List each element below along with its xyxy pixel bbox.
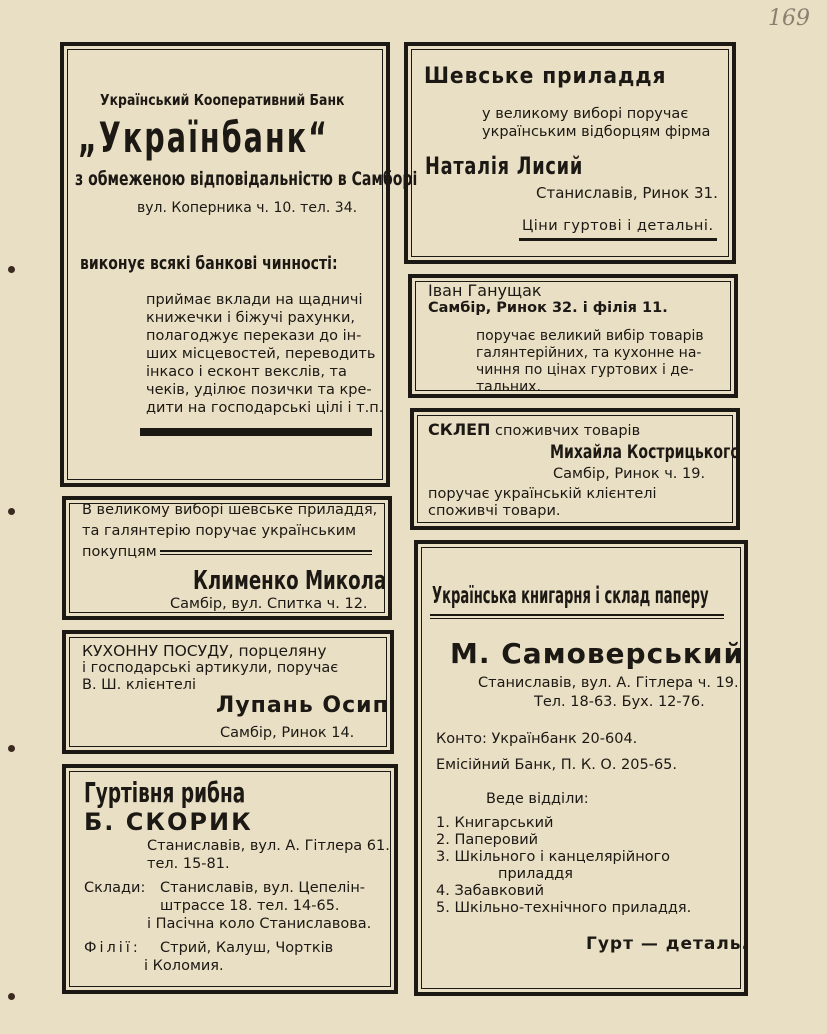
- bookstore-title-rule: [430, 614, 724, 619]
- shoe-address: Станиславів, Ринок 31.: [536, 184, 718, 202]
- bank-body-line: дити на господарські цілі і т.п.: [146, 400, 384, 416]
- klymenko-name-text: Клименко Микола: [193, 566, 387, 596]
- klymenko-line3: покупцям: [82, 544, 157, 560]
- binder-hole: [8, 745, 15, 752]
- bank-body-line: приймає вклади на щадничі: [146, 292, 363, 308]
- shoe-line2: українським відборцям фірма: [482, 124, 711, 140]
- store-address: Самбір, Ринок ч. 19.: [553, 466, 706, 482]
- skoryk-title: [84, 776, 328, 809]
- bank-name: [78, 113, 447, 162]
- klymenko-line1: В великому виборі шевське приладдя,: [82, 502, 378, 518]
- department-item: 1. Книгарський: [436, 815, 554, 831]
- skoryk-stores1: Станиславів, вул. Цепелін-: [160, 880, 366, 896]
- store-title-bold: СКЛЕП: [428, 420, 491, 439]
- skoryk-title-text: Гуртівня рибна: [84, 776, 246, 809]
- skoryk-stores3: і Пасічна коло Станиславова.: [147, 916, 372, 932]
- skoryk-branches2: і Коломия.: [144, 958, 224, 974]
- ivan-address: Самбір, Ринок 32. і філія 11.: [428, 300, 668, 316]
- bank-line1-text: Український Кооперативний Банк: [100, 91, 345, 109]
- binder-hole: [8, 508, 15, 515]
- bookstore-departments-label: Веде відділи:: [486, 791, 589, 807]
- ivan-body-line: галянтерійних, та кухонне на-: [476, 345, 702, 361]
- ivan-body-line: чиння по цінах гуртових і де-: [476, 362, 694, 378]
- bookstore-account1: Конто: Українбанк 20-604.: [436, 731, 638, 747]
- store-name: [550, 441, 807, 463]
- bookstore-account2: Емісійний Банк, П. К. О. 205-65.: [436, 757, 678, 773]
- bank-body-line: книжечки і біжучі рахунки,: [146, 310, 355, 326]
- klymenko-address: Самбір, вул. Спитка ч. 12.: [170, 596, 368, 612]
- skoryk-branches-label: Філії:: [84, 940, 141, 956]
- binder-hole: [8, 993, 15, 1000]
- skoryk-stores-label: Склади:: [84, 880, 146, 896]
- ivan-body: [476, 328, 704, 396]
- lupan-name: Лупань Осип: [216, 693, 389, 718]
- shoe-prices: Ціни гуртові і детальні.: [522, 218, 714, 234]
- skoryk-address1: Станиславів, вул. А. Гітлера 61.: [147, 838, 390, 854]
- department-item: приладдя: [498, 866, 574, 882]
- bank-body: [146, 291, 383, 417]
- bank-heading-text: виконує всякі банкові чинності:: [80, 253, 338, 274]
- bank-body-line: ших місцевостей, переводить: [146, 346, 376, 362]
- lupan-line3: В. Ш. клієнтелі: [82, 677, 197, 693]
- department-item: 3. Шкільного і канцелярійного: [436, 849, 671, 865]
- shoe-name-text: Наталія Лисий: [425, 152, 584, 180]
- shoe-name: [425, 152, 639, 180]
- klymenko-rule: [160, 550, 372, 555]
- skoryk-stores2: штрассе 18. тел. 14-65.: [160, 898, 340, 914]
- klymenko-line2: та галянтерію поручає українським: [82, 523, 357, 539]
- store-line2: споживчі товари.: [428, 503, 561, 519]
- store-title: [428, 420, 640, 439]
- shoe-line1: у великому виборі поручає: [482, 106, 689, 122]
- ivan-body-line: поручає великий вибір товарів: [476, 328, 704, 344]
- bookstore-title-text: Українська книгарня і склад паперу: [432, 583, 709, 609]
- lupan-line1: КУХОННУ ПОСУДУ, порцеляну: [82, 642, 327, 660]
- department-item: 2. Паперовий: [436, 832, 539, 848]
- shoe-prices-underline: [519, 238, 717, 241]
- store-line1: поручає українській клієнтелі: [428, 486, 657, 502]
- bank-address: вул. Коперника ч. 10. тел. 34.: [137, 200, 358, 216]
- shoe-title-text: Шевське приладдя: [424, 64, 667, 89]
- bank-body-line: чеків, уділює позички та кре-: [146, 382, 372, 398]
- bank-subtitle-text: з обмеженою відповідальністю в Самборі: [75, 168, 418, 190]
- binder-hole: [8, 266, 15, 273]
- bookstore-footer: Гурт — деталь.: [586, 934, 750, 954]
- bookstore-name: М. Самоверський: [450, 637, 745, 670]
- page-number: 169: [768, 6, 810, 31]
- bank-name-text: „Українбанк“: [78, 113, 329, 162]
- skoryk-name: Б. СКОРИК: [84, 808, 253, 836]
- ivan-name: Іван Ганущак: [428, 281, 542, 300]
- shoe-title: [424, 64, 687, 89]
- skoryk-address2: тел. 15-81.: [147, 856, 230, 872]
- bookstore-title: [432, 583, 827, 609]
- bookstore-departments: [436, 815, 691, 917]
- store-name-text: Михайла Кострицького: [550, 441, 741, 463]
- skoryk-branches1: Стрий, Калуш, Чортків: [160, 940, 334, 956]
- bank-body-line: інкасо і есконт векслів, та: [146, 364, 347, 380]
- bookstore-address: Станиславів, вул. А. Гітлера ч. 19.: [478, 675, 739, 691]
- ivan-body-line: тальних.: [476, 379, 541, 395]
- lupan-address: Самбір, Ринок 14.: [220, 725, 355, 741]
- store-title-rest: споживчих товарів: [495, 423, 641, 439]
- bank-body-line: полагоджує перекази до ін-: [146, 328, 362, 344]
- bank-line1: [100, 90, 395, 109]
- lupan-line2: і господарські артикули, поручає: [82, 660, 339, 676]
- bookstore-phone: Тел. 18-63. Бух. 12-76.: [534, 694, 705, 710]
- bank-bottom-rule: [140, 428, 372, 436]
- bank-heading: [80, 253, 410, 274]
- department-item: 5. Шкільно-технічного приладдя.: [436, 900, 692, 916]
- department-item: 4. Забавковий: [436, 883, 545, 899]
